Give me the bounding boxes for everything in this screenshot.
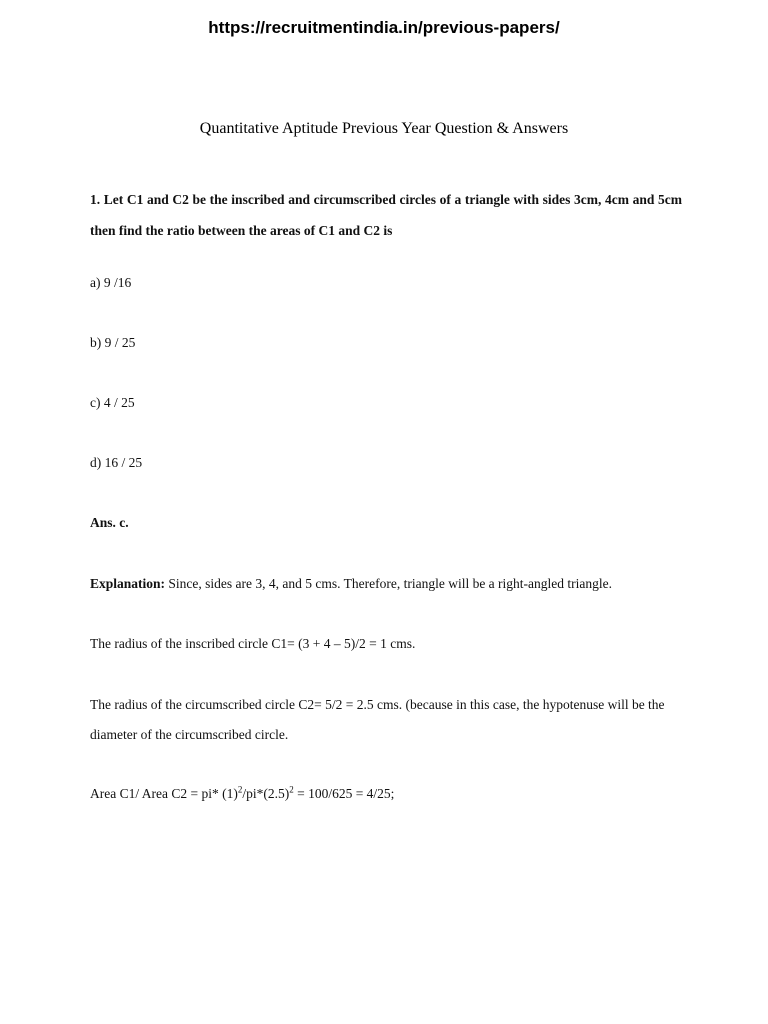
area-exponent-2: 2 — [289, 784, 294, 795]
answer-text: Ans. c. — [90, 515, 129, 530]
area-part-3: = 100/625 = 4/25; — [293, 786, 395, 801]
inscribed-radius-text: The radius of the inscribed circle C1= (3 + 4 – 5)/2 = 1 cms. — [90, 636, 416, 651]
explanation-text: Since, sides are 3, 4, and 5 cms. Therefore, triangle will be a right-angled triangle. — [165, 576, 613, 591]
explanation-paragraph — [90, 576, 690, 592]
option-a: a) 9 /16 — [90, 275, 132, 290]
explanation-label: Explanation: — [90, 576, 166, 591]
question-text: 1. Let C1 and C2 be the inscribed and circumscribed circles of a triangle with sides 3cm, 4cm and 5cm then find the ratio between the areas of C1 and C2 is — [90, 192, 682, 238]
area-part-2: /pi*(2.5) — [242, 786, 290, 801]
area-part-1: Area C1/ Area C2 = pi* (1) — [90, 786, 238, 801]
circumscribed-radius-text: The radius of the circumscribed circle C2= 5/2 = 2.5 cms. (because in this case, the hypotenuse will be the diameter of the circumscribed circle. — [90, 697, 665, 742]
area-ratio-text — [90, 786, 690, 802]
header-url[interactable]: https://recruitmentindia.in/previous-papers/ — [208, 18, 560, 37]
option-d: d) 16 / 25 — [90, 455, 143, 470]
option-b: b) 9 / 25 — [90, 335, 136, 350]
area-exponent-1: 2 — [237, 784, 243, 795]
document-title: Quantitative Aptitude Previous Year Question & Answers — [199, 120, 569, 137]
option-c: c) 4 / 25 — [90, 395, 135, 410]
